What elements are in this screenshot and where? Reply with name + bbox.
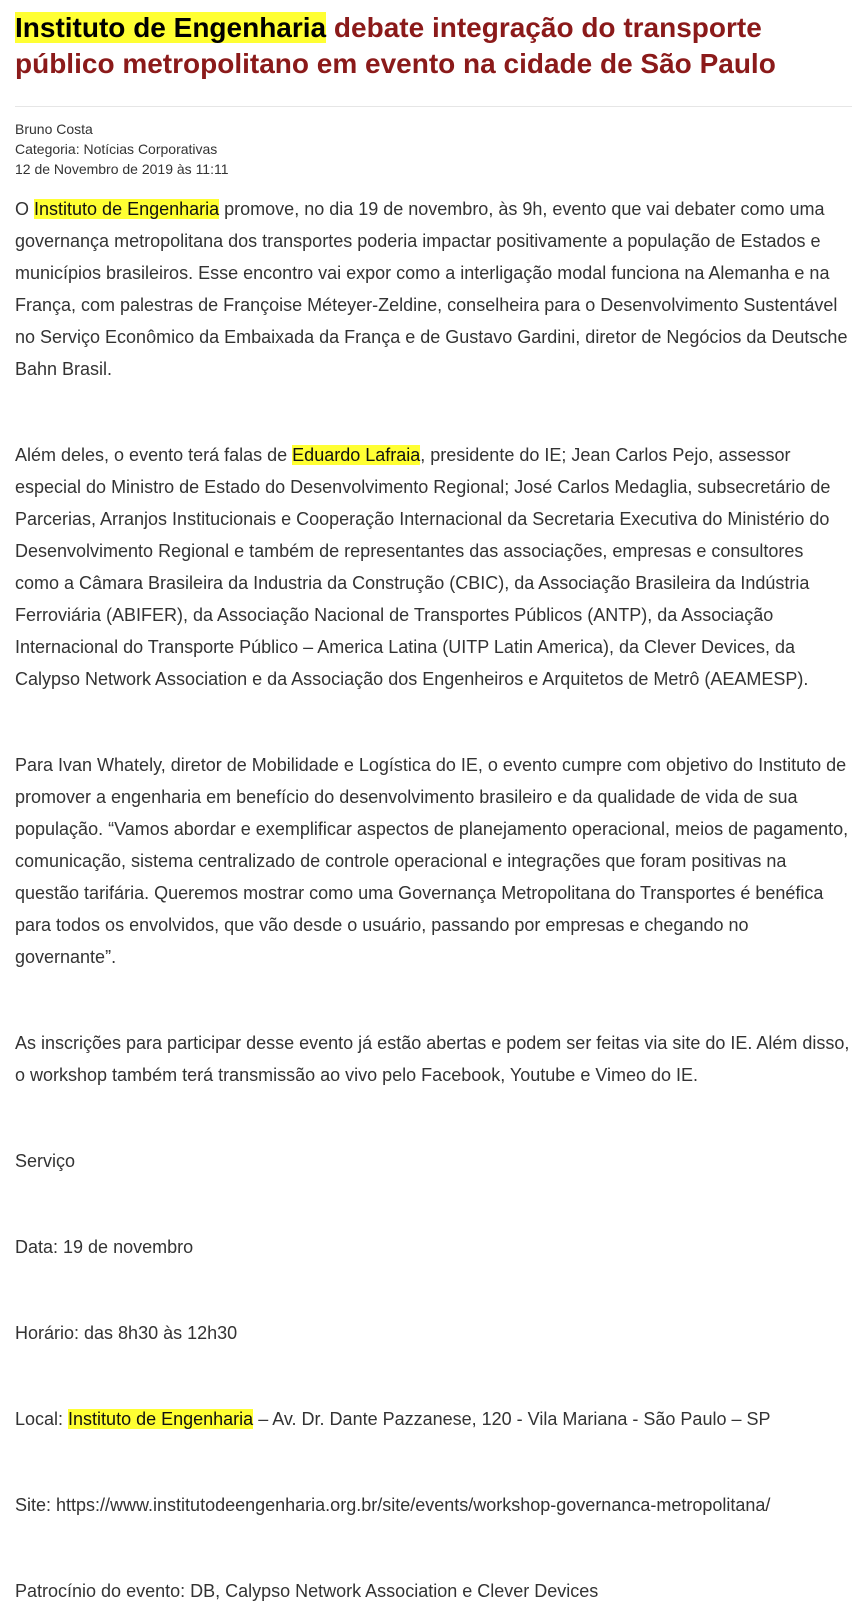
event-date: Data: 19 de novembro [15,1237,194,1257]
p1-pre: O [15,199,35,219]
article-title [15,0,852,82]
title-highlight: Instituto de Engenharia [15,12,327,43]
author: Bruno Costa [15,121,93,137]
paragraph-4: As inscrições para participar desse evento já estão abertas e podem ser feitas via site do IE. Além disso, o workshop também terá transmissão ao vivo pelo Facebook, Youtube e Vimeo do IE. [15,1033,850,1085]
event-location [15,1403,852,1435]
category: Categoria: Notícias Corporativas [15,141,218,157]
p1-highlight: Instituto de Engenharia [34,199,220,219]
location-highlight: Instituto de Engenharia [68,1409,254,1429]
paragraph-3: Para Ivan Whately, diretor de Mobilidade e Logística do IE, o evento cumpre com objetivo do Instituto de promover a engenharia em benefício do desenvolvimento brasileiro e da qualidade de vida de sua população. “Vamos abordar e exemplificar aspectos de planejamento operacional, meios de pagamento, comunicação, sistema centralizado de controle operacional e integrações que foram positivas na questão tarifária. Queremos mostrar como uma Governança Metropolitana do Transportes é benéfica para todos os envolvidos, que vão desde o usuário, passando por empresas e chegando no governante”. [15,755,849,967]
event-sponsors: Patrocínio do evento: DB, Calypso Network Association e Clever Devices [15,1581,599,1601]
location-post: – Av. Dr. Dante Pazzanese, 120 - Vila Mariana - São Paulo – SP [253,1409,771,1429]
article-meta [15,119,852,179]
event-site: Site: https://www.institutodeengenharia.org.br/site/events/workshop-governanca-metropolitana/ [15,1495,771,1515]
paragraph-2 [15,439,852,695]
event-time: Horário: das 8h30 às 12h30 [15,1323,238,1343]
p2-highlight: Eduardo Lafraia [292,445,421,465]
paragraph-1 [15,193,852,385]
location-pre: Local: [15,1409,69,1429]
title-divider [15,106,852,107]
p1-post: promove, no dia 19 de novembro, às 9h, evento que vai debater como uma governança metropolitana dos transportes poderia impactar positivamente a população de Estados e municípios brasileiros. Esse encontro vai expor como a interligação modal funciona na Alemanha e na França, com palestras de Françoise Méteyer-Zeldine, conselheira para o Desenvolvimento Sustentável no Serviço Econômico da Embaixada da França e de Gustavo Gardini, diretor de Negócios da Deutsche Bahn Brasil. [15,199,848,379]
p2-post: , presidente do IE; Jean Carlos Pejo, assessor especial do Ministro de Estado do Desenvolvimento Regional; José Carlos Medaglia, subsecretário de Parcerias, Arranjos Institucionais e Cooperação Internacional da Secretaria Executiva do Ministério do Desenvolvimento Regional e também de representantes das associações, empresas e consultores como a Câmara Brasileira da Industria da Construção (CBIC), da Associação Brasileira da Indústria Ferroviária (ABIFER), da Associação Nacional de Transportes Públicos (ANTP), da Associação Internacional do Transporte Público – America Latina (UITP Latin America), da Clever Devices, da Calypso Network Association e da Associação dos Engenheiros e Arquitetos de Metrô (AEAMESP). [15,445,831,689]
article-body [15,193,852,1607]
p2-pre: Além deles, o evento terá falas de [15,445,293,465]
publish-date: 12 de Novembro de 2019 às 11:11 [15,161,229,177]
service-heading: Serviço [15,1151,76,1171]
title-rest: debate integração do transporte público metropolitano em evento na cidade de São Paulo [15,12,776,79]
